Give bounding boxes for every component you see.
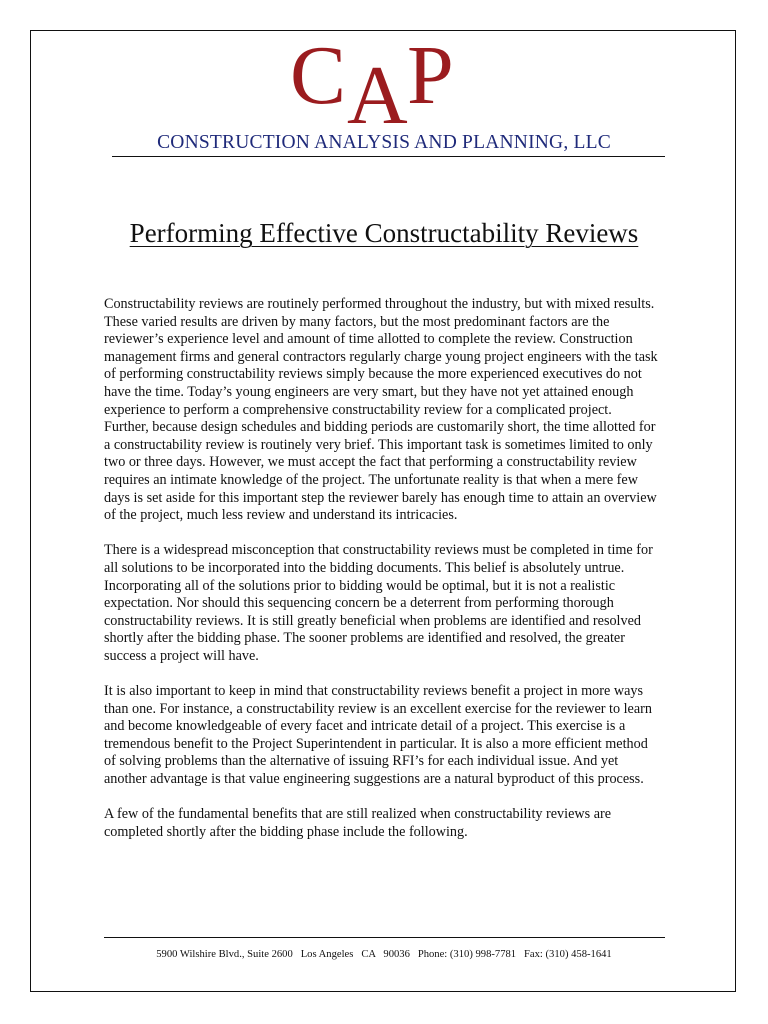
company-name: CONSTRUCTION ANALYSIS AND PLANNING, LLC — [157, 132, 611, 153]
logo-letter-p: P — [407, 29, 454, 122]
logo-letter-c: C — [290, 29, 347, 122]
footer-address: 5900 Wilshire Blvd., Suite 2600 Los Angeles CA 90036 Phone: (310) 998-7781 Fax: (310) 458-1641 — [156, 949, 612, 960]
paragraph-2: There is a widespread misconception that constructability reviews must be completed in time for all solutions to be incorporated into the bidding documents. This belief is absolutely untrue. Incorporating all of the solutions prior to bidding would be optimal, but it is not a realistic expectation. Nor should this sequencing concern be a deterrent from performing thorough constructability reviews. It is still greatly beneficial when problems are identified and resolved shortly after the bidding phase. The sooner problems are identified and resolved, the greater success a project will have. — [104, 542, 653, 664]
logo-letter-a: A — [347, 49, 408, 142]
body-text — [104, 296, 660, 859]
header-divider — [112, 156, 665, 157]
paragraph-1: Constructability reviews are routinely performed throughout the industry, but with mixed results. These varied results are driven by many factors, but the most predominant factors are the reviewer’s experience level and amount of time allotted to complete the review. Construction management firms and general contractors regularly charge young project engineers with the task of performing constructability reviews simply because the more experienced executives do not have the time. Today’s young engineers are very smart, but they have not yet attained enough experience to perform a comprehensive constructability review for a complicated project. Further, because design schedules and bidding periods are customarily short, the time allotted for a constructability review is routinely very brief. This important task is sometimes limited to only two or three days. However, we must accept the fact that performing a constructability review requires an intimate knowledge of the project. The unfortunate reality is that when a mere few days is set aside for this important step the reviewer barely has enough time to attain an overview of the project, much less review and understand its intricacies. — [104, 296, 658, 524]
paragraph-4: A few of the fundamental benefits that are still realized when constructability reviews are completed shortly after the bidding phase include the following. — [104, 806, 612, 840]
company-logo — [0, 29, 768, 142]
paragraph-3: It is also important to keep in mind that constructability reviews benefit a project in more ways than one. For instance, a constructability review is an excellent exercise for the reviewer to learn and become knowledgeable of every facet and intricate detail of a project. This exercise is a tremendous benefit to the Project Superintendent in particular. It is also a more efficient method of solving problems than the alternative of issuing RFI’s for each individual issue. And yet another advantage is that value engineering suggestions are a natural byproduct of this process. — [104, 683, 652, 788]
document-title: Performing Effective Constructability Reviews — [129, 218, 639, 248]
footer-divider — [104, 937, 665, 938]
